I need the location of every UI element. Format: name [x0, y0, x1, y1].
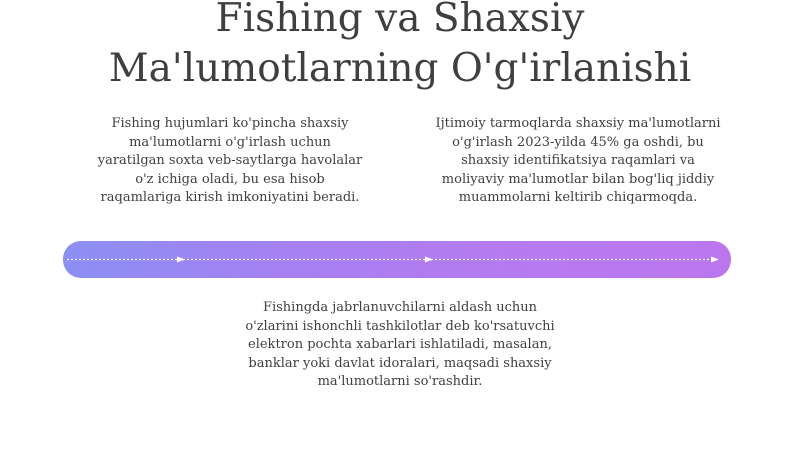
arrow-head-icon: [711, 257, 719, 263]
arrow-head-icon: [177, 257, 185, 263]
timeline-bar: [63, 241, 731, 278]
info-line: muammolarni keltirib chiqarmoqda.: [458, 190, 698, 206]
info-line: Fishing hujumlari ko'pincha shaxsiy: [111, 116, 349, 131]
info-line: moliyaviy ma'lumotlar bilan bog'liq jiddiy: [441, 171, 715, 187]
timeline-arrows: [63, 241, 731, 278]
info-block-left: [70, 115, 390, 208]
info-line: banklar yoki davlat idoralari, maqsadi shaxsiy: [248, 355, 552, 371]
info-line: Fishingda jabrlanuvchilarni aldash uchun: [262, 300, 538, 315]
info-line: elektron pochta xabarlari ishlatiladi, masalan,: [248, 337, 552, 353]
info-line: ma'lumotlarni so'rashdir.: [317, 374, 483, 390]
title-line-2: Ma'lumotlarning O'g'irlanishi: [108, 46, 692, 91]
info-line: o'z ichiga oladi, bu esa hisob: [135, 171, 325, 187]
info-line: yaratilgan soxta veb-saytlarga havolalar: [97, 153, 363, 169]
title-line-1: Fishing va Shaxsiy: [215, 0, 585, 41]
arrow-head-icon: [425, 257, 433, 263]
page-title: [0, 0, 800, 94]
info-line: ma'lumotlarni o'g'irlash uchun: [129, 134, 331, 150]
info-line: raqamlariga kirish imkoniyatini beradi.: [100, 190, 360, 206]
info-block-right: [418, 115, 738, 208]
info-line: o'g'irlash 2023-yilda 45% ga oshdi, bu: [452, 134, 704, 150]
info-line: Ijtimoiy tarmoqlarda shaxsiy ma'lumotlarni: [435, 116, 721, 131]
info-block-bottom: [240, 299, 560, 392]
info-line: shaxsiy identifikatsiya raqamlari va: [461, 153, 695, 169]
info-line: o'zlarini ishonchli tashkilotlar deb ko'rsatuvchi: [245, 318, 555, 334]
